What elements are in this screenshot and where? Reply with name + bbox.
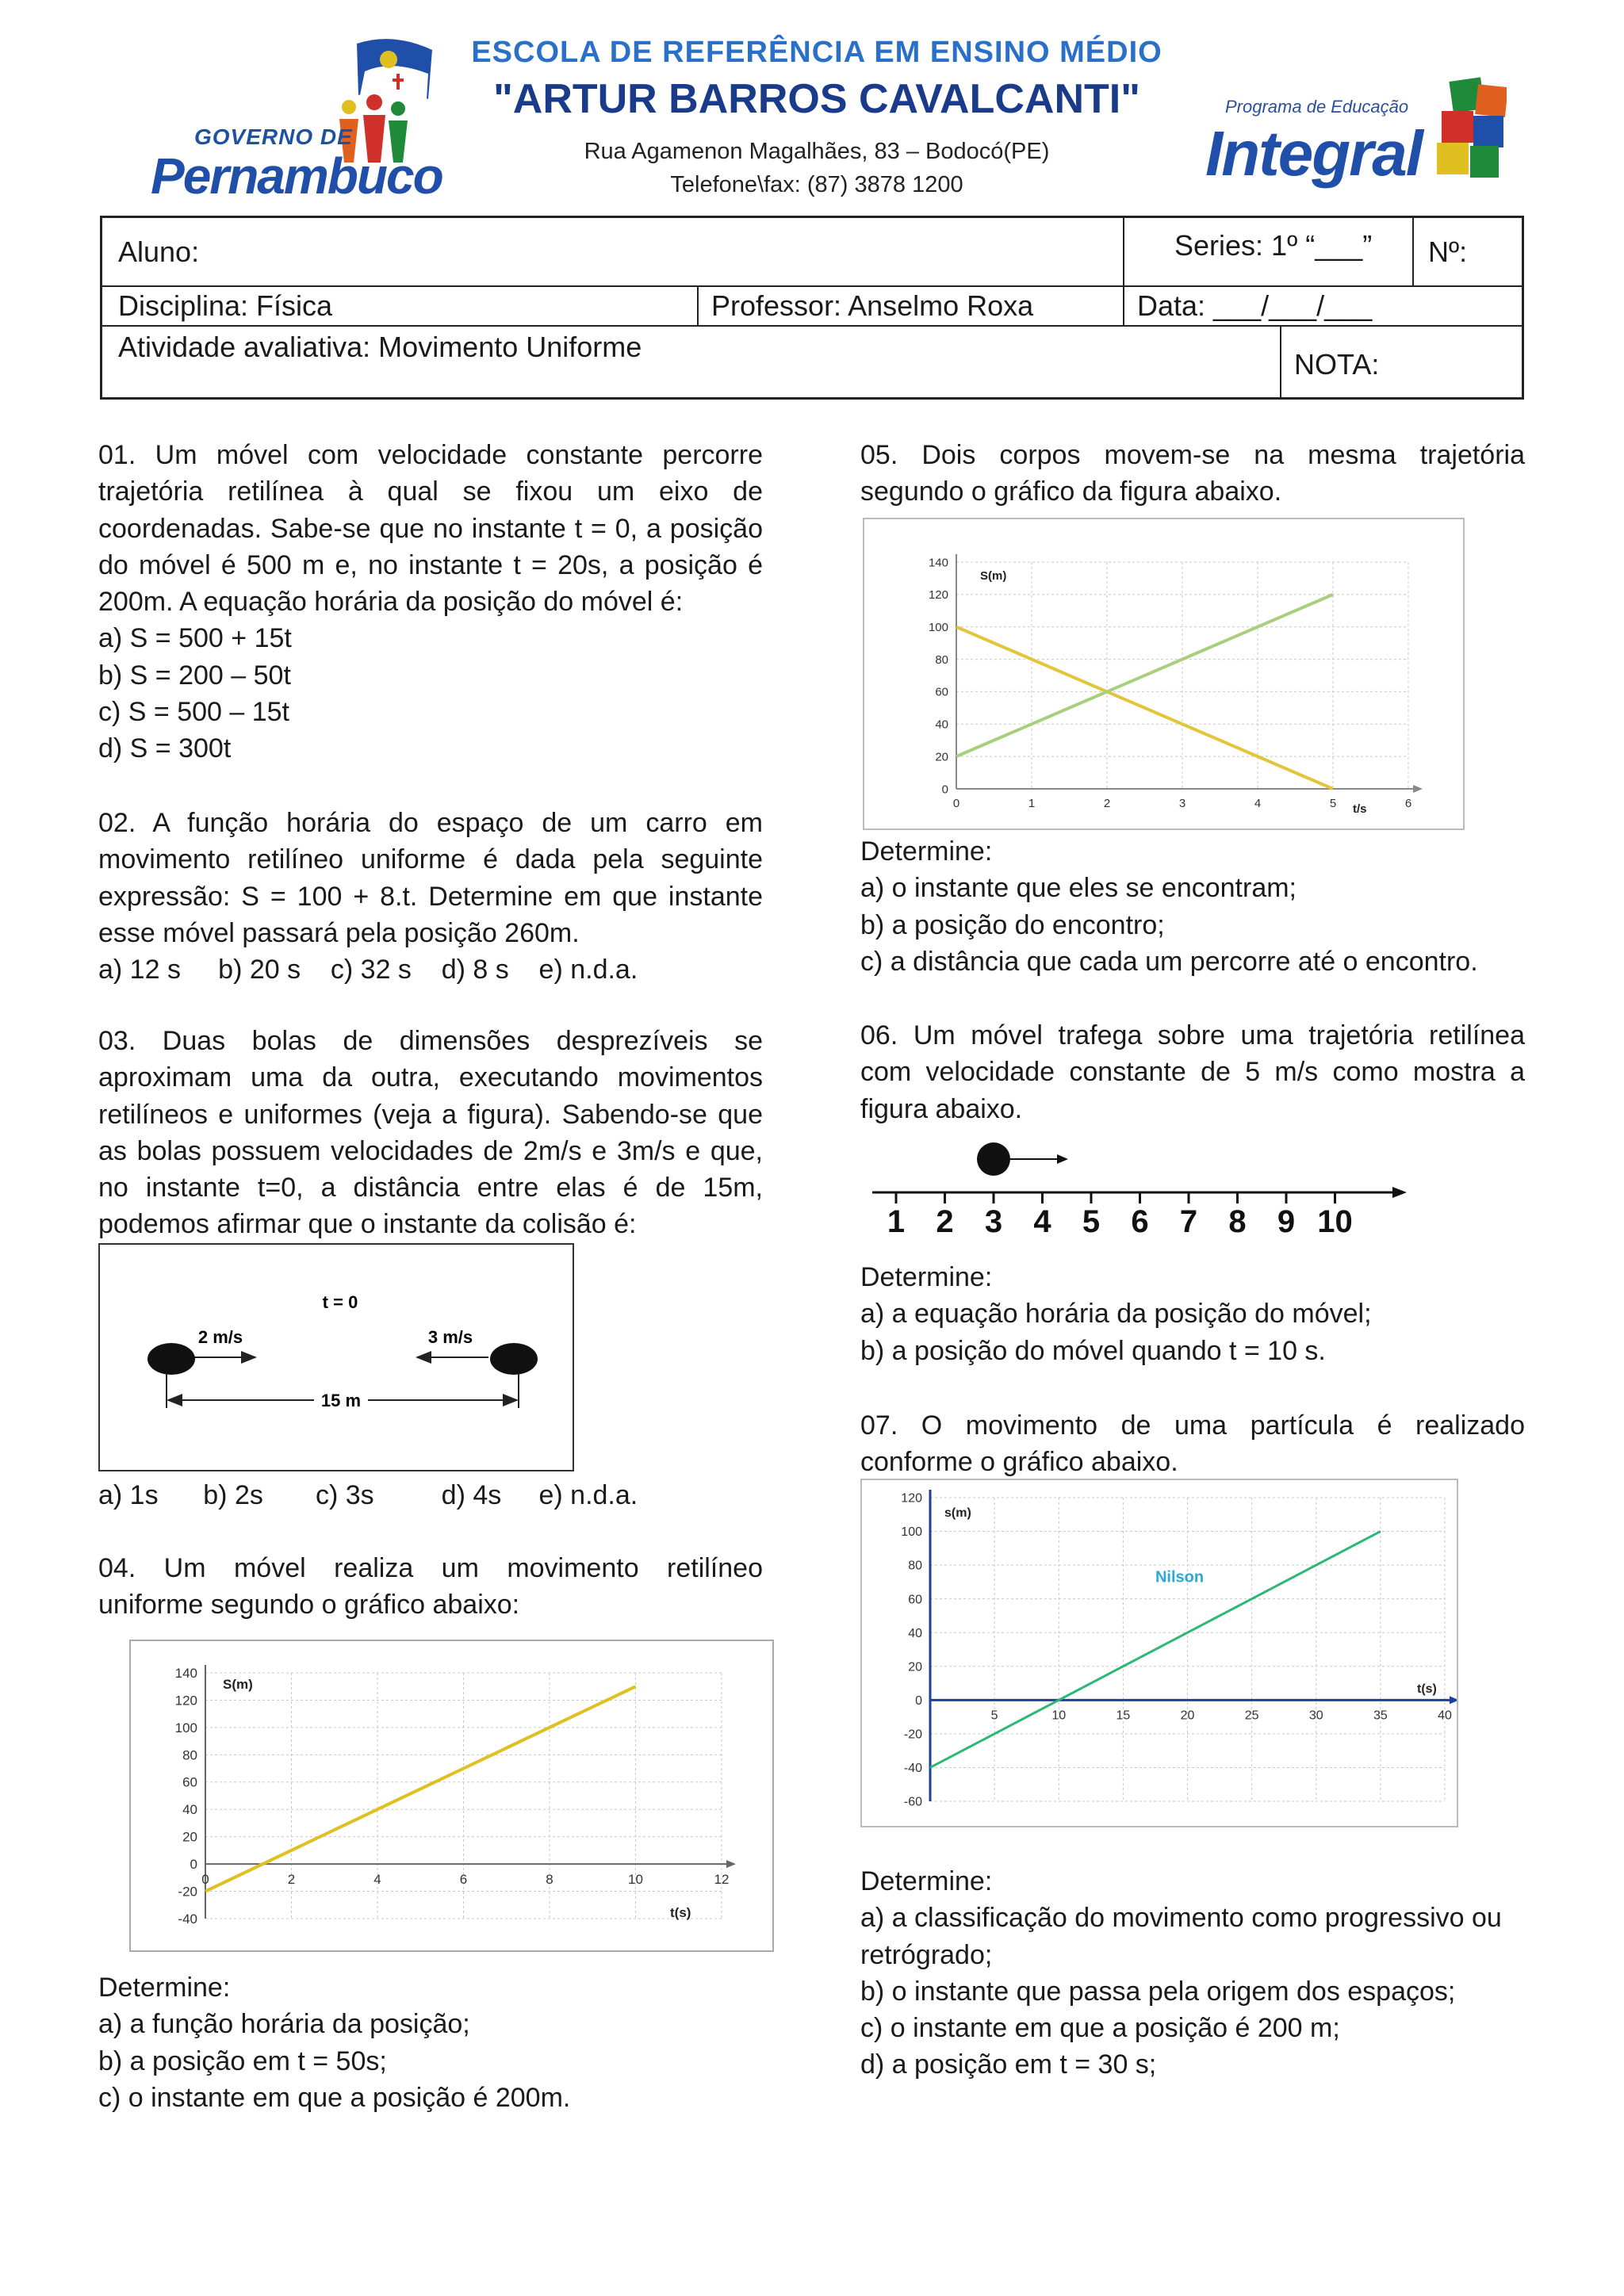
y-tick-label: 140 (174, 1665, 197, 1681)
series-line-nilson (930, 1532, 1381, 1768)
x-tick-label: 15 (1116, 1709, 1131, 1723)
task-item: c) o instante em que a posição é 200 m; (860, 2013, 1340, 2044)
question-text-line: esse móvel passará pela posição 260m. (98, 917, 580, 948)
question-text-line: podemos afirmar que o instante da colisão é: (98, 1209, 637, 1240)
task-item: b) a posição do móvel quando t = 10 s. (860, 1335, 1326, 1366)
y-tick-label: -60 (903, 1795, 922, 1809)
table-divider (102, 285, 1522, 287)
task-item: d) a posição em t = 30 s; (860, 2049, 1157, 2080)
q4-position-chart (129, 1640, 774, 1952)
determine-label: Determine: (860, 1866, 993, 1896)
ruler-tick-label: 4 (1033, 1204, 1051, 1239)
aluno-field[interactable]: Aluno: (118, 235, 200, 268)
trajectory-ruler-figure (864, 1132, 1419, 1243)
task-item: b) a posição em t = 50s; (98, 2045, 387, 2076)
x-axis-arrow (726, 1860, 736, 1868)
question-text-line: com velocidade constante de 5 m/s como mostra a (860, 1057, 1525, 1088)
trajectory-arrow (1392, 1187, 1407, 1198)
velocity-2-label: 3 m/s (427, 1327, 473, 1347)
task-item: c) o instante em que a posição é 200m. (98, 2082, 571, 2113)
x-tick-label: 10 (1051, 1709, 1067, 1723)
y-tick-label: 0 (941, 783, 948, 797)
ruler-tick-label: 1 (887, 1204, 906, 1239)
programa-text: Programa de Educação (1225, 97, 1409, 117)
ruler-tick-label: 3 (984, 1204, 1003, 1239)
y-tick-label: 60 (182, 1774, 197, 1790)
table-divider (1123, 218, 1124, 325)
governo-pernambuco-logo (151, 36, 442, 205)
y-tick-label: 140 (928, 556, 948, 570)
question-text-line: no instante t=0, a distância entre elas é de 15m, (98, 1173, 763, 1203)
q7-chart-svg (862, 1480, 1457, 1826)
determine-label: Determine: (860, 836, 993, 867)
distance-label: 15 m (320, 1391, 362, 1410)
y-tick-label: 100 (174, 1720, 197, 1735)
disciplina-label: Disciplina: Física (118, 289, 333, 322)
y-tick-label: 80 (182, 1747, 197, 1763)
x-tick-label: 25 (1244, 1709, 1259, 1723)
task-item: c) a distância que cada um percorre até o encontro. (860, 946, 1478, 977)
atividade-label: Atividade avaliativa: Movimento Uniforme (118, 331, 642, 363)
series-line-b (956, 595, 1333, 756)
ball-2 (490, 1343, 538, 1375)
table-divider (1280, 325, 1281, 398)
pernambuco-text: Pernambuco (151, 147, 442, 205)
y-tick-label: -20 (903, 1728, 922, 1742)
question-text-line: 02. A função horária do espaço de um carro em (98, 808, 763, 838)
ruler-tick-label: 7 (1179, 1204, 1198, 1239)
question-text-line: conforme o gráfico abaixo. (860, 1447, 1178, 1478)
ruler-tick-label: 8 (1228, 1204, 1247, 1239)
x-tick-label: 8 (546, 1872, 553, 1888)
question-text-line: 200m. A equação horária da posição do móvel é: (98, 587, 684, 618)
question-text-line: 06. Um móvel trafega sobre uma trajetória retilínea (860, 1020, 1525, 1050)
x-tick-label: 0 (201, 1872, 209, 1888)
determine-label: Determine: (98, 1973, 231, 2003)
x-tick-label: 2 (1103, 797, 1111, 810)
series-line-s (205, 1686, 636, 1891)
x-tick-label: 20 (1180, 1709, 1195, 1723)
x-axis-label: t(s) (1417, 1682, 1437, 1696)
series-field[interactable]: Series: 1º “___” (1174, 229, 1373, 262)
question-text-line: figura abaixo. (860, 1093, 1023, 1124)
question-text-line: do móvel é 500 m e, no instante t = 20s, a posição é (98, 549, 763, 580)
ball-1 (147, 1343, 195, 1375)
x-axis-arrow (1450, 1696, 1457, 1704)
question-text-line: aproximam uma da outra, executando movimentos (98, 1062, 763, 1093)
x-tick-label: 30 (1308, 1709, 1323, 1723)
table-divider (102, 325, 1522, 327)
question-text-line: movimento retilíneo uniforme é dada pela seguinte (98, 844, 763, 875)
data-field[interactable]: Data: ___/___/___ (1137, 289, 1373, 322)
integral-text: Integral (1205, 118, 1422, 189)
answer-options: a) 12 s b) 20 s c) 32 s d) 8 s e) n.d.a. (98, 955, 638, 985)
answer-option: b) S = 200 – 50t (98, 660, 291, 691)
q7-position-chart (860, 1479, 1458, 1827)
y-tick-label: 120 (901, 1491, 922, 1506)
task-item: b) o instante que passa pela origem dos espaços; (860, 1976, 1456, 2007)
x-tick-label: 5 (990, 1709, 998, 1723)
school-address (444, 135, 1189, 201)
x-tick-label: 0 (952, 797, 960, 810)
y-tick-label: 60 (908, 1593, 922, 1607)
ruler-tick-label: 6 (1131, 1204, 1149, 1239)
collision-figure (98, 1243, 574, 1471)
moving-body (977, 1142, 1010, 1176)
x-axis-label: t(s) (670, 1905, 691, 1920)
series-annotation: Nilson (1155, 1568, 1205, 1586)
question-text-line: uniforme segundo o gráfico abaixo: (98, 1590, 520, 1621)
question-text-line: 03. Duas bolas de dimensões desprezíveis se (98, 1026, 763, 1056)
task-item: b) a posição do encontro; (860, 909, 1165, 940)
series-line-a (956, 627, 1333, 789)
q5-chart-svg (864, 519, 1463, 828)
question-text-line: as bolas possuem velocidades de 2m/s e 3m/s e que, (98, 1135, 763, 1166)
collision-figure-svg (100, 1245, 573, 1470)
question-04 (98, 1550, 763, 1624)
answer-option: d) S = 300t (98, 733, 232, 764)
y-tick-label: 80 (908, 1559, 922, 1573)
x-tick-label: 2 (287, 1872, 296, 1888)
question-text-line: 05. Dois corpos movem-se na mesma trajetória (860, 440, 1525, 470)
programa-integral-logo (1205, 63, 1507, 198)
task-item: a) a função horária da posição; (98, 2009, 470, 2040)
y-tick-label: 100 (928, 620, 948, 634)
x-axis-arrow (1413, 785, 1423, 793)
t0-label: t = 0 (322, 1292, 358, 1312)
question-03 (98, 1023, 763, 1243)
x-tick-label: 3 (1178, 797, 1186, 810)
y-tick-label: 40 (935, 718, 948, 732)
x-tick-label: 12 (714, 1872, 730, 1888)
y-tick-label: 120 (928, 588, 948, 603)
x-tick-label: 4 (373, 1872, 381, 1888)
x-tick-label: 5 (1329, 797, 1337, 810)
question-04-tasks (98, 1969, 763, 2116)
question-02 (98, 805, 763, 988)
y-tick-label: 20 (935, 750, 948, 764)
q5-position-chart (863, 518, 1465, 830)
table-divider (697, 285, 699, 325)
question-03-options (98, 1477, 763, 1513)
question-05 (860, 437, 1525, 511)
q4-chart-svg (131, 1641, 772, 1950)
question-text-line: 01. Um móvel com velocidade constante percorre (98, 440, 763, 470)
answer-options: a) 1s b) 2s c) 3s d) 4s e) n.d.a. (98, 1480, 638, 1510)
determine-label: Determine: (860, 1262, 993, 1292)
question-05-tasks (860, 833, 1525, 980)
y-tick-label: 0 (915, 1693, 922, 1708)
question-text-line: retilíneos e uniformes (veja a figura). Sabendo-se que (98, 1099, 763, 1130)
answer-option: a) S = 500 + 15t (98, 623, 292, 654)
y-tick-label: 80 (935, 652, 948, 667)
y-tick-label: 20 (182, 1829, 197, 1845)
y-tick-label: -20 (178, 1884, 197, 1900)
question-07-tasks (860, 1863, 1525, 2084)
velocity-1-label: 2 m/s (197, 1327, 243, 1347)
y-axis-label: s(m) (944, 1506, 971, 1520)
ruler-tick-label: 2 (936, 1204, 954, 1239)
x-tick-label: 1 (1028, 797, 1036, 810)
question-06-tasks (860, 1259, 1525, 1369)
question-01 (98, 437, 763, 767)
student-info-table (100, 216, 1524, 400)
nota-field[interactable]: NOTA: (1294, 348, 1380, 381)
y-tick-label: -40 (178, 1911, 197, 1927)
task-item: retrógrado; (860, 1939, 993, 1970)
answer-option: c) S = 500 – 15t (98, 697, 289, 728)
question-07 (860, 1407, 1525, 1481)
ruler-tick-label: 5 (1082, 1204, 1101, 1239)
x-tick-label: 40 (1438, 1709, 1452, 1723)
y-tick-label: -40 (903, 1762, 922, 1776)
y-tick-label: 20 (908, 1660, 922, 1674)
x-tick-label: 6 (459, 1872, 468, 1888)
velocity-arrow-head (1057, 1154, 1068, 1164)
x-tick-label: 35 (1373, 1709, 1388, 1723)
integral-squares-icon (1404, 63, 1507, 198)
professor-label: Professor: Anselmo Roxa (711, 289, 1034, 322)
y-tick-label: 100 (901, 1525, 922, 1540)
address-text: Rua Agamenon Magalhães, 83 – Bodocó(PE) (584, 139, 1050, 164)
question-text-line: 07. O movimento de uma partícula é realizado (860, 1410, 1525, 1441)
y-tick-label: 40 (908, 1626, 922, 1640)
x-tick-label: 6 (1404, 797, 1412, 810)
question-text-line: trajetória retilínea à qual se fixou um eixo de (98, 476, 763, 507)
y-tick-label: 120 (174, 1693, 197, 1709)
table-divider (1412, 218, 1414, 285)
governo-de-text: GOVERNO DE (194, 124, 353, 149)
y-axis-label: S(m) (223, 1677, 253, 1692)
question-06 (860, 1017, 1525, 1127)
numero-field[interactable]: Nº: (1428, 235, 1468, 268)
y-tick-label: 60 (935, 685, 948, 699)
x-tick-label: 10 (628, 1872, 643, 1888)
question-text-line: expressão: S = 100 + 8.t. Determine em que instante (98, 881, 763, 912)
x-tick-label: 4 (1254, 797, 1262, 810)
ruler-svg (864, 1132, 1419, 1243)
school-name: "ARTUR BARROS CAVALCANTI" (493, 76, 1140, 122)
y-axis-label: S(m) (980, 569, 1007, 583)
school-line1: ESCOLA DE REFERÊNCIA EM ENSINO MÉDIO (471, 36, 1162, 69)
question-text-line: segundo o gráfico da figura abaixo. (860, 476, 1282, 507)
question-text-line: 04. Um móvel realiza um movimento retilíneo (98, 1553, 763, 1583)
question-text-line: coordenadas. Sabe-se que no instante t = 0, a posição (98, 513, 763, 544)
ruler-tick-label: 9 (1277, 1204, 1296, 1239)
y-tick-label: 0 (190, 1857, 197, 1873)
task-item: a) a equação horária da posição do móvel; (860, 1299, 1372, 1330)
task-item: a) o instante que eles se encontram; (860, 873, 1297, 904)
phone-text: Telefone\fax: (87) 3878 1200 (670, 172, 963, 197)
x-axis-label: t/s (1353, 802, 1367, 816)
y-tick-label: 40 (182, 1802, 197, 1818)
task-item: a) a classificação do movimento como progressivo ou (860, 1903, 1502, 1934)
ruler-tick-label: 10 (1317, 1204, 1353, 1239)
